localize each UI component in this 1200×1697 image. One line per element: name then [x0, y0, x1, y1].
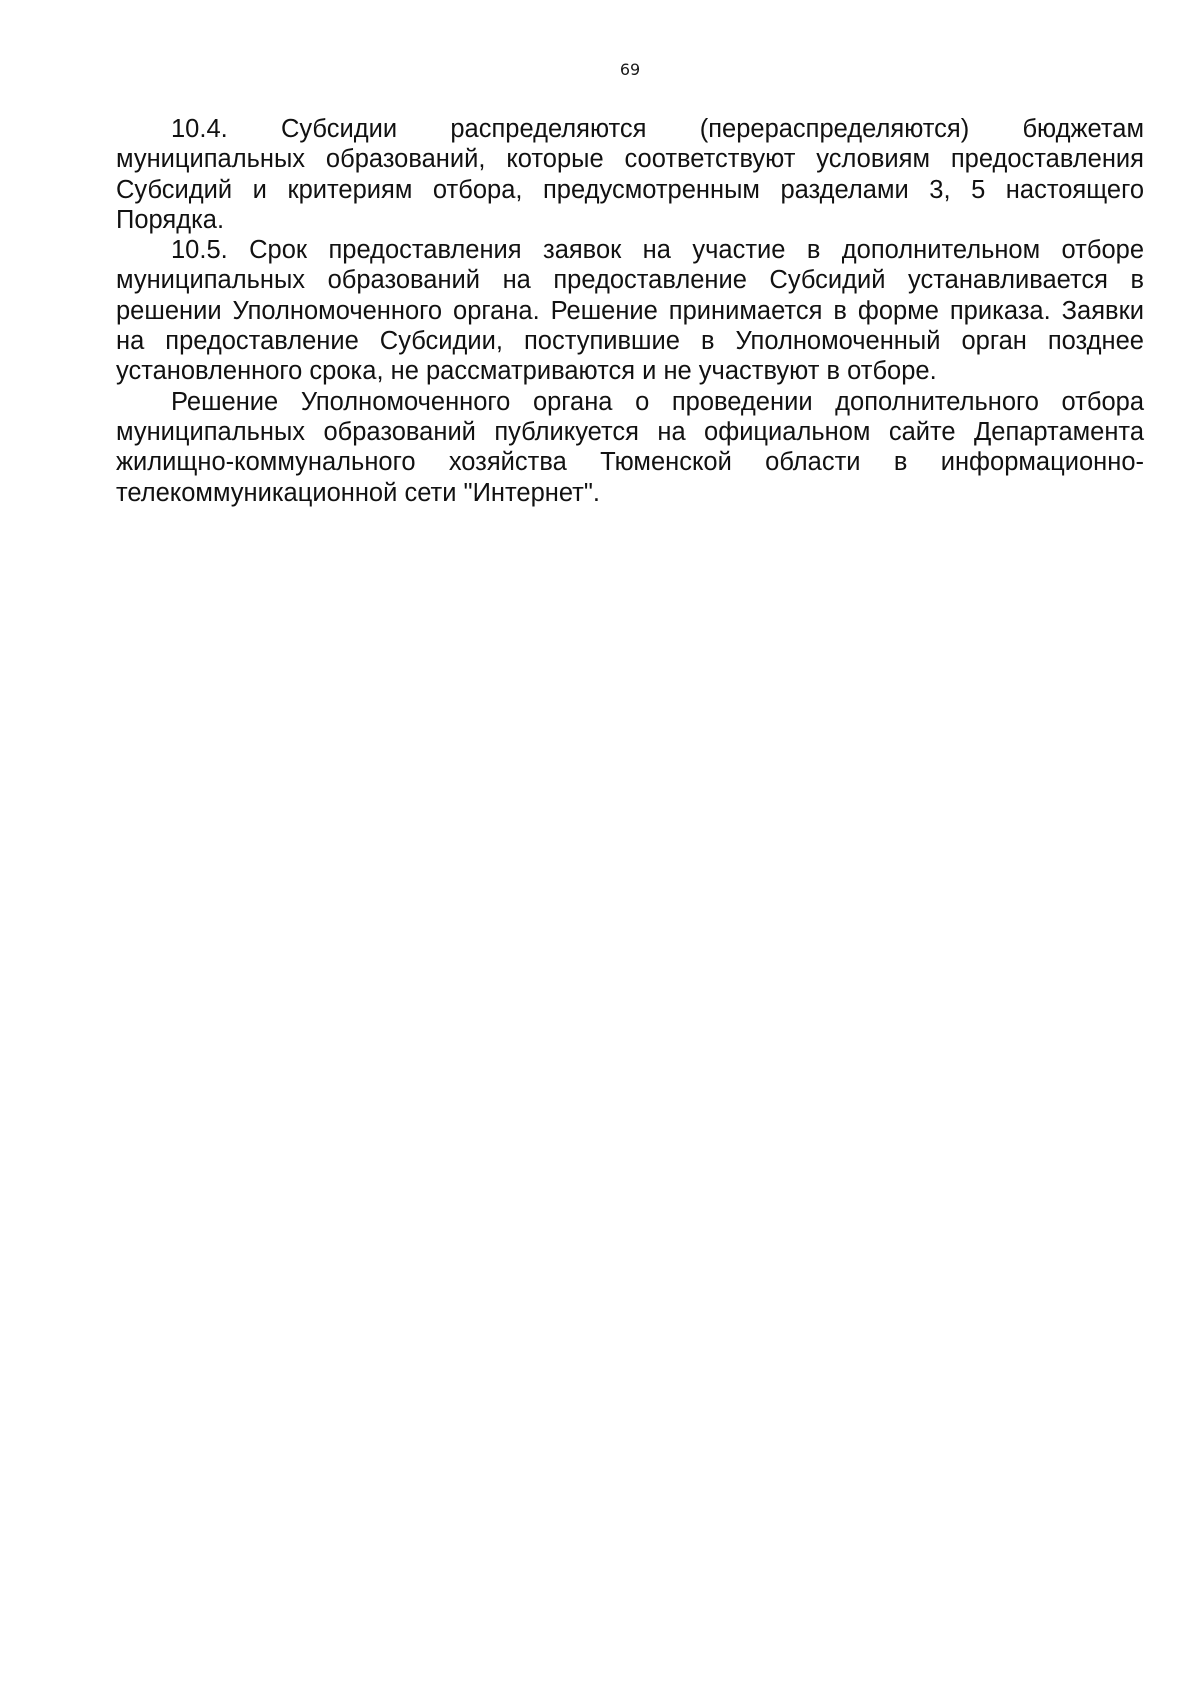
- paragraph-publication-decision: Решение Уполномоченного органа о проведении дополнительного отбора муниципальных образований публикуется на официальном сайте Департамента жилищно-коммунального хозяйства Тюменской области в информационно-телекоммуникационной сети "Интернет".: [116, 387, 1144, 507]
- page-number: 69: [619, 60, 641, 79]
- paragraph-10-5: 10.5. Срок предоставления заявок на участие в дополнительном отборе муниципальных образований на предоставление Субсидий устанавливается в решении Уполномоченного органа. Решение принимается в форме приказа. Заявки на предоставление Субсидии, поступившие в Уполномоченный орган позднее установленного срока, не рассматриваются и не участвуют в отборе.: [116, 236, 1144, 386]
- paragraph-10-4: 10.4. Субсидии распределяются (перераспределяются) бюджетам муниципальных образований, которые соответствуют условиям предоставления Субсидий и критериям отбора, предусмотренным разделами 3, 5 настоящего Порядка.: [116, 115, 1144, 234]
- document-body: [116, 114, 1144, 508]
